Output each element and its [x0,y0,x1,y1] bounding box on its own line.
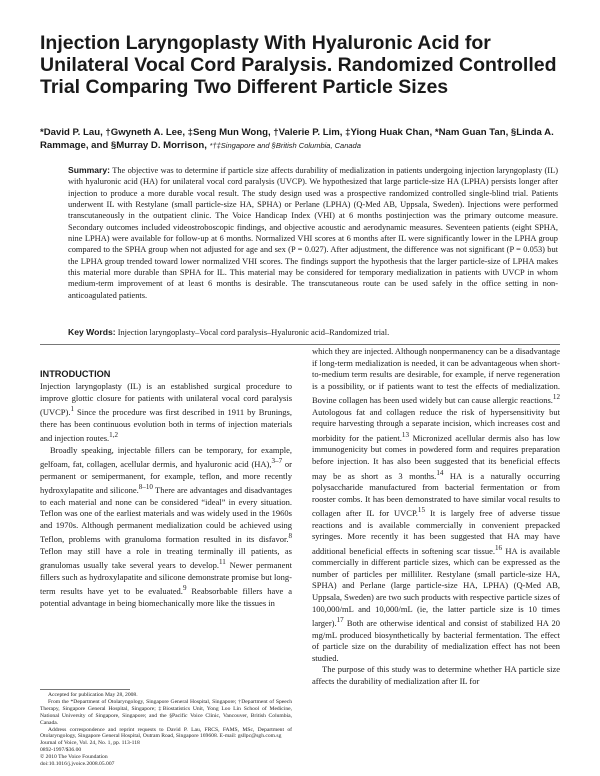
right-column [312,346,560,688]
footnotes [40,692,292,768]
keywords-text: Injection laryngoplasty–Vocal cord paralysis–Hyaluronic acid–Randomized trial. [117,328,390,337]
footnote-copyright: © 2010 The Voice Foundation [40,754,108,761]
author-list [40,126,565,152]
footnote-issn: 0892-1997/$36.00 [40,747,82,754]
footnote-journal: Journal of Voice, Vol. 24, No. 1, pp. 113-118 [40,740,140,747]
body-paragraph-purpose: The purpose of this study was to determine whether HA particle size affects the durability of medialization after IL for [312,664,560,686]
abstract-label: Summary: [68,165,111,175]
citation: 8 [288,532,292,541]
footnote-accepted: Accepted for publication May 28, 2008. [48,692,138,698]
citation: 3–7 [271,457,283,466]
citation: 1,2 [109,431,119,440]
abstract [68,165,558,301]
keywords-label: Key Words: [68,327,116,337]
footnote-affiliations: From the *Department of Otolaryngology, Singapore General Hospital, Singapore; †Department of Speech Therapy, Singapore General Hospital, Singapore; ‡Biostatistics Unit, Yong Loo Lin School of Medicine, National University of Singapore, Singapore; and the §Pacific Voice Clinic, Vancouver, British Columbia, Canada. [40,698,292,726]
citation: 15 [417,506,425,515]
article-title: Injection Laryngoplasty With Hyaluronic Acid for Unilateral Vocal Cord Paralysis. Randomized Controlled Trial Comparing Two Different Particle Sizes [40,32,557,98]
left-column [40,368,292,609]
citation: 13 [401,430,409,439]
citation: 8–10 [138,483,153,492]
footnote-divider [40,689,130,690]
author-names: *David P. Lau, †Gwyneth A. Lee, ‡Seng Mun Wong, †Valerie P. Lim, ‡Yiong Huak Chan, *Nam Guan Tan, §Linda A. Rammage, and §Murray D. Morrison, [40,127,554,151]
author-affiliations: *†‡Singapore and §British Columbia, Canada [209,141,361,150]
keywords [68,327,558,338]
citation: 11 [218,558,226,567]
abstract-text: The objective was to determine if particle size affects durability of medialization in patients undergoing injection laryngoplasty (IL) with hyaluronic acid (HA) for unilateral vocal cord paralysis (UVCP). We hypothesized that large particle-size HA (LPHA) persists longer after injection to produce a more durable vocal result. The study design used was a prospective randomized controlled single-blind trial. Patients underwent IL with Restylane (small particle-size HA, SPHA) or Perlane (LPHA) (Q-Med AB, Uppsala, Sweden). Injections were performed transcutaneously in the outpatient clinic. The Voice Handicap Index (VHI) at 6 months postinjection was the primary outcome measure. Secondary outcomes included videostroboscopic findings, and objective acoustic and aerodynamic measures. Seventeen patients (eight SPHA, nine LPHA) were available for follow-up at 6 months. Normalized VHI scores at 6 months after IL were significantly lower in the LPHA group compared to the SPHA group when not adjusted for age and sex (P = 0.027). After adjustment, the difference was not significant (P = 0.053) but the LPHA group trended toward lower normalized VHI scores. The findings support the hypothesis that the larger particle-size of LPHA makes this material more durable than SPHA for IL. This material may be considered for temporary medialization in patients with UVCP in whom medium-term improvement of at least 6 months is desirable. The transcutaneous route can be used safely in the office setting in non-anticoagulated patients. [68,166,558,300]
citation: 12 [552,393,560,402]
citation: 1 [70,405,75,414]
citation: 16 [494,543,503,552]
section-heading-introduction: INTRODUCTION [40,369,111,379]
intro-paragraph-2: Broadly speaking, injectable fillers can be temporary, for example, gelfoam, fat, collagen, acellular dermis, and hyaluronic acid (HA),$^{3-7}$ or permanent or semipermanent, for example, teflon, and more recently hydroxylapatite and silicone.$^{8-10}$ There are advantages and disadvantages to each material and none can be considered “ideal” in every situation. Teflon was one of the earliest materials and was widely used in the 1960s and 1970s. Although permanent medialization could be achieved using Teflon, problems with granuloma formation resulted in its disfavor.$^8$ Teflon may still have a role in treating terminally ill patients, as granulomas usually take several years to develop.$^{11}$ Newer permanent fillers such as hydroxylapatite and silicone demonstrate promise but long-term results have yet to be evaluated.$^9$ Reabsorbable fillers have a potential advantage in being biomechanically more like the tissues in [40,444,292,608]
citation: 9 [182,584,187,593]
footnote-correspondence: Address correspondence and reprint requests to David P. Lau, FRCS, FAMS, MSc, Department of Otolaryngology, Singapore General Hospital, Outram Road, Singapore 169608. E-mail: gsllpc@sgh.com.sg [40,726,292,740]
citation: 14 [436,468,444,477]
abstract-divider [40,344,560,345]
footnote-doi: doi:10.1016/j.jvoice.2008.05.007 [40,761,115,768]
body-paragraph-continued: which they are injected. Although nonpermanency can be a disadvantage if long-term medialization is needed, it can be advantageous when short-to-medium term results are desirable, for example, if nerve regeneration is a possibility, or if patients want to test the effects of medialization. Bovine collagen has been used widely but can cause allergic reactions.$^{12}$ Autologous fat and collagen reduce the risk of hypersensitivity but require harvesting through a separate incision, which increases cost and morbidity for the patient.$^{13}$ Micronized acellular dermis also has low immunogenicity but comes in powdered form and requires preparation before injection. It has also been suggested that its beneficial effects may be as short as 3 months.$^{14}$ HA is a naturally occurring polysaccharide manufactured from bacterial fermentation or from rooster combs. It has been demonstrated to have similar vocal results to collagen after IL for UVCP.$^{15}$ It is largely free of adverse tissue reactions and is available commercially in convenient prepacked syringes. More recently it has been suggested that HA may have additional beneficial effects in softening scar tissue.$^{16}$ HA is available commercially in different particle sizes, which can be expressed as the number of particles per milliliter. Restylane (small particle-size HA, SPHA) and Perlane (large particle-size HA, LPHA) (Q-Med AB, Uppsala, Sweden) are two such products with respective particle sizes of 100,000/mL and 10,000/mL (ie, the latter particle size is 10 times larger).$^{17}$ Both are otherwise identical and consist of stabilized HA 20 mg/mL produced biosynthetically by bacterial fermentation. The effect of particle size on the durability of medialization effect has not been studied. [312,346,561,663]
intro-paragraph-1: Injection laryngoplasty (IL) is an established surgical procedure to improve glottic closure for patients with unilateral vocal cord paralysis (UVCP).$^1$ Since the procedure was first described in 1911 by Brunings, there has been continuous evolution both in terms of injection materials and injection routes.$^{1,2}$ [40,381,292,444]
citation: 17 [336,616,344,625]
